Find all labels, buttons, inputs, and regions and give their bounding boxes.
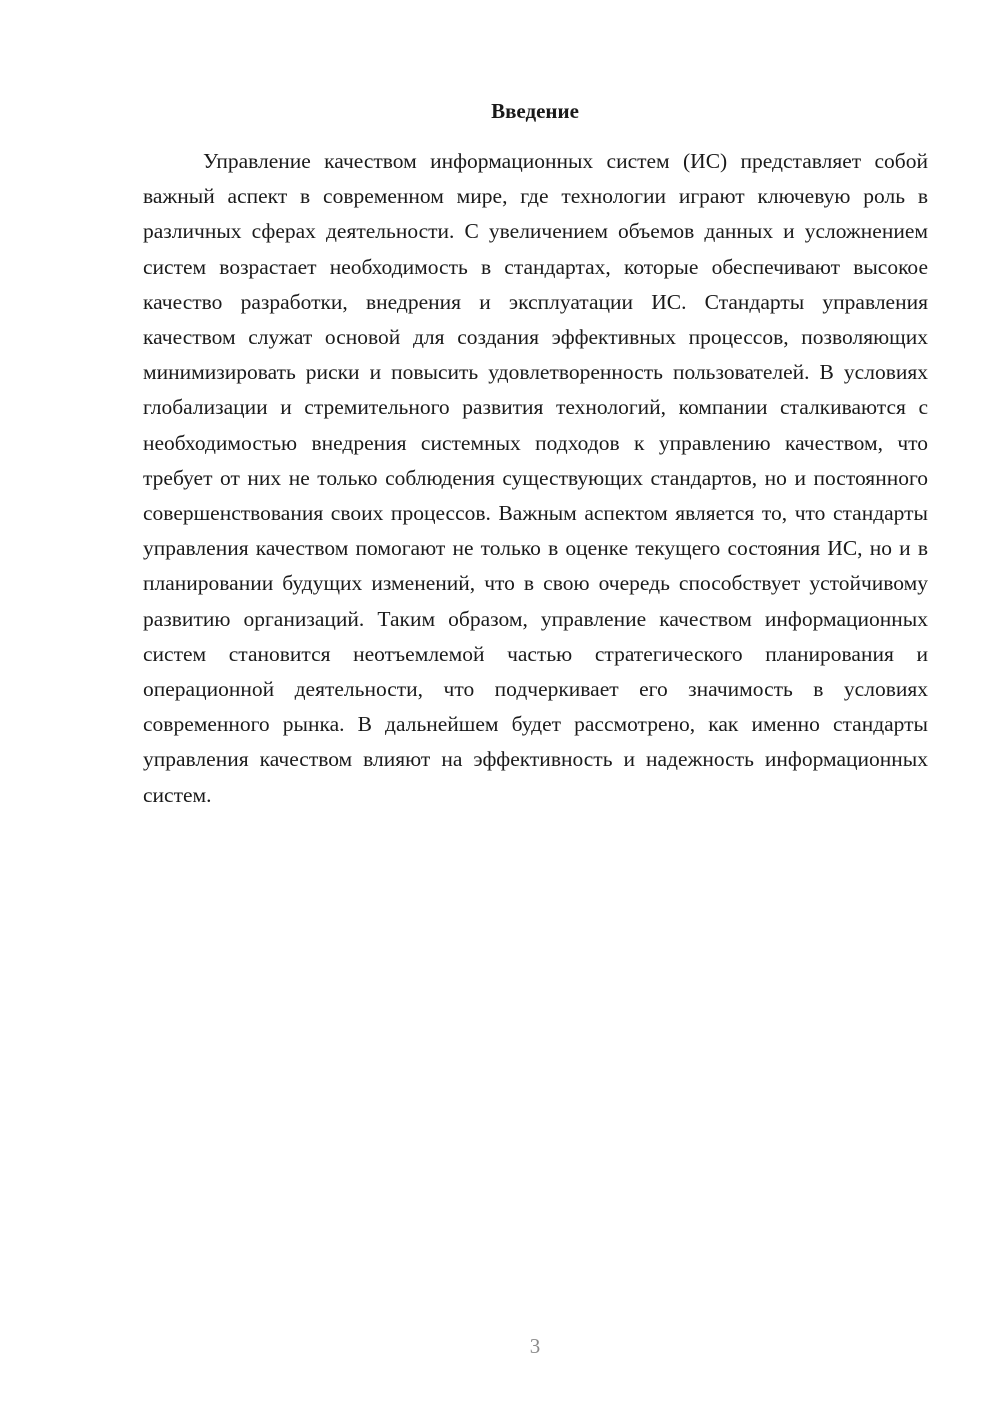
- page-number: 3: [529, 1334, 541, 1358]
- section-heading: Введение: [491, 99, 579, 123]
- body-paragraph: Управление качеством информационных систем (ИС) представляет собой важный аспект в современном мире, где технологии играют ключевую роль в различных сферах деятельности. С увеличением объемов данных и усложнением систем возрастает необходимость в стандартах, которые обеспечивают высокое качество разработки, внедрения и эксплуатации ИС. Стандарты управления качеством служат основой для создания эффективных процессов, позволяющих минимизировать риски и повысить удовлетворенность пользователей. В условиях глобализации и стремительного развития технологий, компании сталкиваются с необходимостью внедрения системных подходов к управлению качеством, что требует от них не только соблюдения существующих стандартов, но и постоянного совершенствования своих процессов. Важным аспектом является то, что стандарты управления качеством помогают не только в оценке текущего состояния ИС, но и в планировании будущих изменений, что в свою очередь способствует устойчивому развитию организаций. Таким образом, управление качеством информационных систем становится неотъемлемой частью стратегического планирования и операционной деятельности, что подчеркивает его значимость в условиях современного рынка. В дальнейшем будет рассмотрено, как именно стандарты управления качеством влияют на эффективность и надежность информационных систем.: [143, 149, 928, 807]
